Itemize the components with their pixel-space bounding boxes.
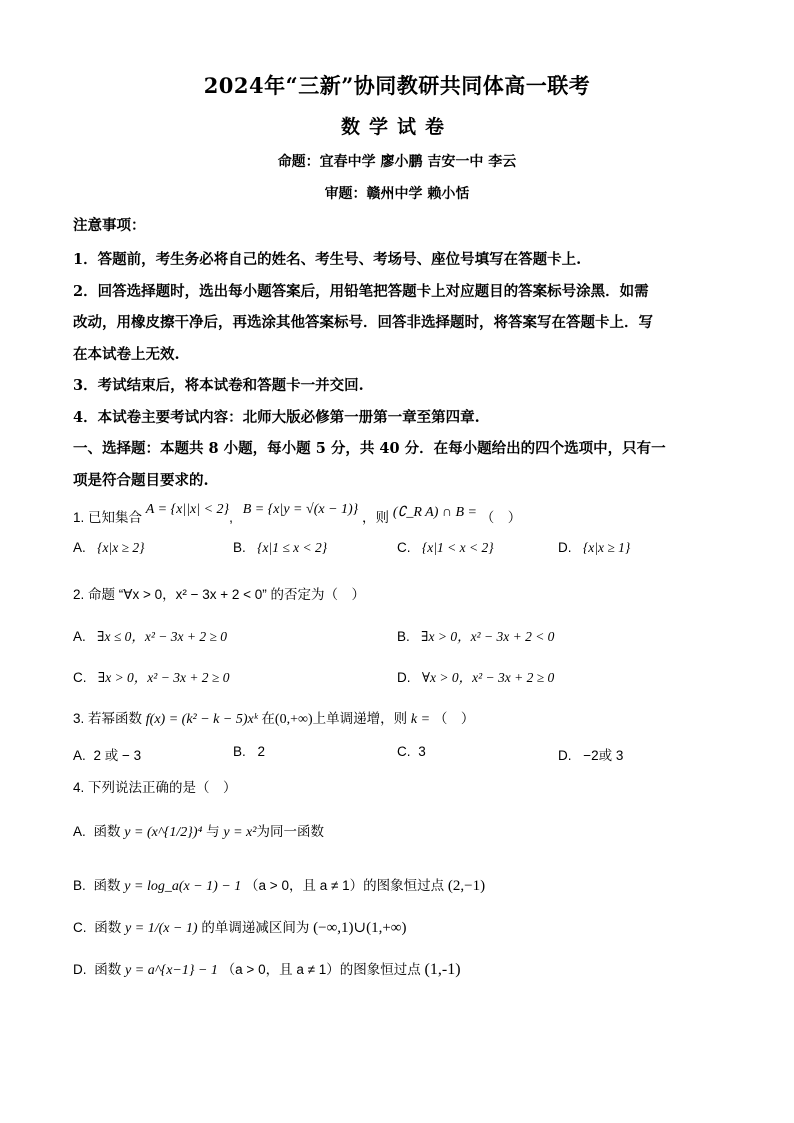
q3-option-b[interactable]: B. 2 bbox=[233, 744, 266, 759]
question-1-stem: 1. 已知集合 A = {x||x| < 2}, B = {x|y = √(x − 1)} ，则 (∁_R A) ∩ B = （ ） bbox=[73, 502, 522, 525]
q1-paren: （ ） bbox=[480, 510, 522, 525]
q1-option-d[interactable]: D. {x|x ≥ 1} bbox=[558, 540, 631, 555]
q1-option-c[interactable]: C. {x|1 < x < 2} bbox=[397, 540, 494, 555]
section-heading-line-1: 一、选择题：本题共 8 小题，每小题 5 分，共 40 分．在每小题给出的四个选项中，只有一 bbox=[73, 440, 666, 457]
question-4-stem: 4. 下列说法正确的是（ ） bbox=[73, 780, 237, 795]
q3-option-a[interactable]: A. 2 或 − 3 bbox=[73, 748, 142, 763]
notice-line-2: 2．回答选择题时，选出每小题答案后，用铅笔把答题卡上对应题目的答案标号涂黑．如需 bbox=[73, 283, 649, 300]
reviewers-line: 审题：赣州中学 赖小恬 bbox=[324, 186, 470, 202]
exam-title: 2024年“三新”协同教研共同体高一联考 bbox=[203, 73, 591, 98]
q2-option-d[interactable]: D. ∀x > 0，x² − 3x + 2 ≥ 0 bbox=[397, 670, 555, 685]
q3-function: f(x) = (k² − k − 5)xᵏ bbox=[145, 712, 258, 727]
q3-option-d[interactable]: D. −2或 3 bbox=[558, 748, 624, 763]
notice-line-3: 改动，用橡皮擦干净后，再选涂其他答案标号．回答非选择题时，将答案写在答题卡上．写 bbox=[73, 314, 653, 331]
notice-line-6: 4．本试卷主要考试内容：北师大版必修第一册第一章至第四章. bbox=[73, 409, 480, 426]
notice-line-4: 在本试卷上无效. bbox=[73, 346, 180, 363]
q4-a-expr: y = (x^{1/2})⁴ bbox=[124, 825, 203, 840]
q4-option-b[interactable]: B. 函数 y = log_a(x − 1) − 1 （a > 0，且 a ≠ 1）的图象恒过点 (2,−1) bbox=[73, 878, 486, 894]
authors-line: 命题：宜春中学 廖小鹏 吉安一中 李云 bbox=[277, 154, 517, 170]
exam-subtitle: 数学试卷 bbox=[340, 116, 453, 138]
q3-option-c[interactable]: C. 3 bbox=[397, 744, 426, 759]
notice-line-5: 3．考试结束后，将本试卷和答题卡一并交回. bbox=[73, 377, 364, 394]
q4-b-expr: y = log_a(x − 1) − 1 bbox=[124, 879, 242, 894]
question-3-stem: 3. 若幂函数 f(x) = (k² − k − 5)xᵏ 在(0,+∞)上单调递增，则 k = （ ） bbox=[73, 711, 475, 727]
section-heading-line-2: 项是符合题目要求的. bbox=[73, 472, 209, 489]
q4-d-expr: y = a^{x−1} − 1 bbox=[125, 963, 218, 978]
q1-mid: ，则 bbox=[362, 510, 390, 525]
q4-option-d[interactable]: D. 函数 y = a^{x−1} − 1 （a > 0，且 a ≠ 1）的图象恒过点 (1,-1) bbox=[73, 961, 461, 978]
notice-line-1: 1．答题前，考生务必将自己的姓名、考生号、考场号、座位号填写在答题卡上. bbox=[73, 251, 582, 268]
q4-c-expr: y = 1/(x − 1) bbox=[125, 921, 198, 936]
q1-set-a: A = {x||x| < 2} bbox=[145, 502, 230, 517]
q1-prefix: 1. 已知集合 bbox=[73, 510, 143, 525]
notice-heading: 注意事项： bbox=[73, 217, 146, 234]
q4-option-c[interactable]: C. 函数 y = 1/(x − 1) 的单调递减区间为 (−∞,1)∪(1,+∞) bbox=[73, 920, 407, 936]
q2-option-b[interactable]: B. ∃x > 0，x² − 3x + 2 < 0 bbox=[397, 629, 555, 644]
q1-option-b[interactable]: B. {x|1 ≤ x < 2} bbox=[233, 540, 328, 555]
q1-complement: (∁_R A) ∩ B = bbox=[392, 505, 478, 520]
q2-option-a[interactable]: A. ∃x ≤ 0，x² − 3x + 2 ≥ 0 bbox=[73, 629, 228, 644]
q1-set-b: B = {x|y = √(x − 1)} bbox=[242, 502, 359, 517]
question-2-stem: 2. 命题 “∀x > 0，x² − 3x + 2 < 0” 的否定为（ ） bbox=[73, 587, 366, 602]
q3-interval: (0,+∞) bbox=[274, 712, 313, 727]
q4-option-a[interactable]: A. 函数 y = (x^{1/2})⁴ 与 y = x²为同一函数 bbox=[73, 824, 324, 840]
q1-option-a[interactable]: A. {x|x ≥ 2} bbox=[73, 540, 145, 555]
q2-option-c[interactable]: C. ∃x > 0，x² − 3x + 2 ≥ 0 bbox=[73, 670, 230, 685]
